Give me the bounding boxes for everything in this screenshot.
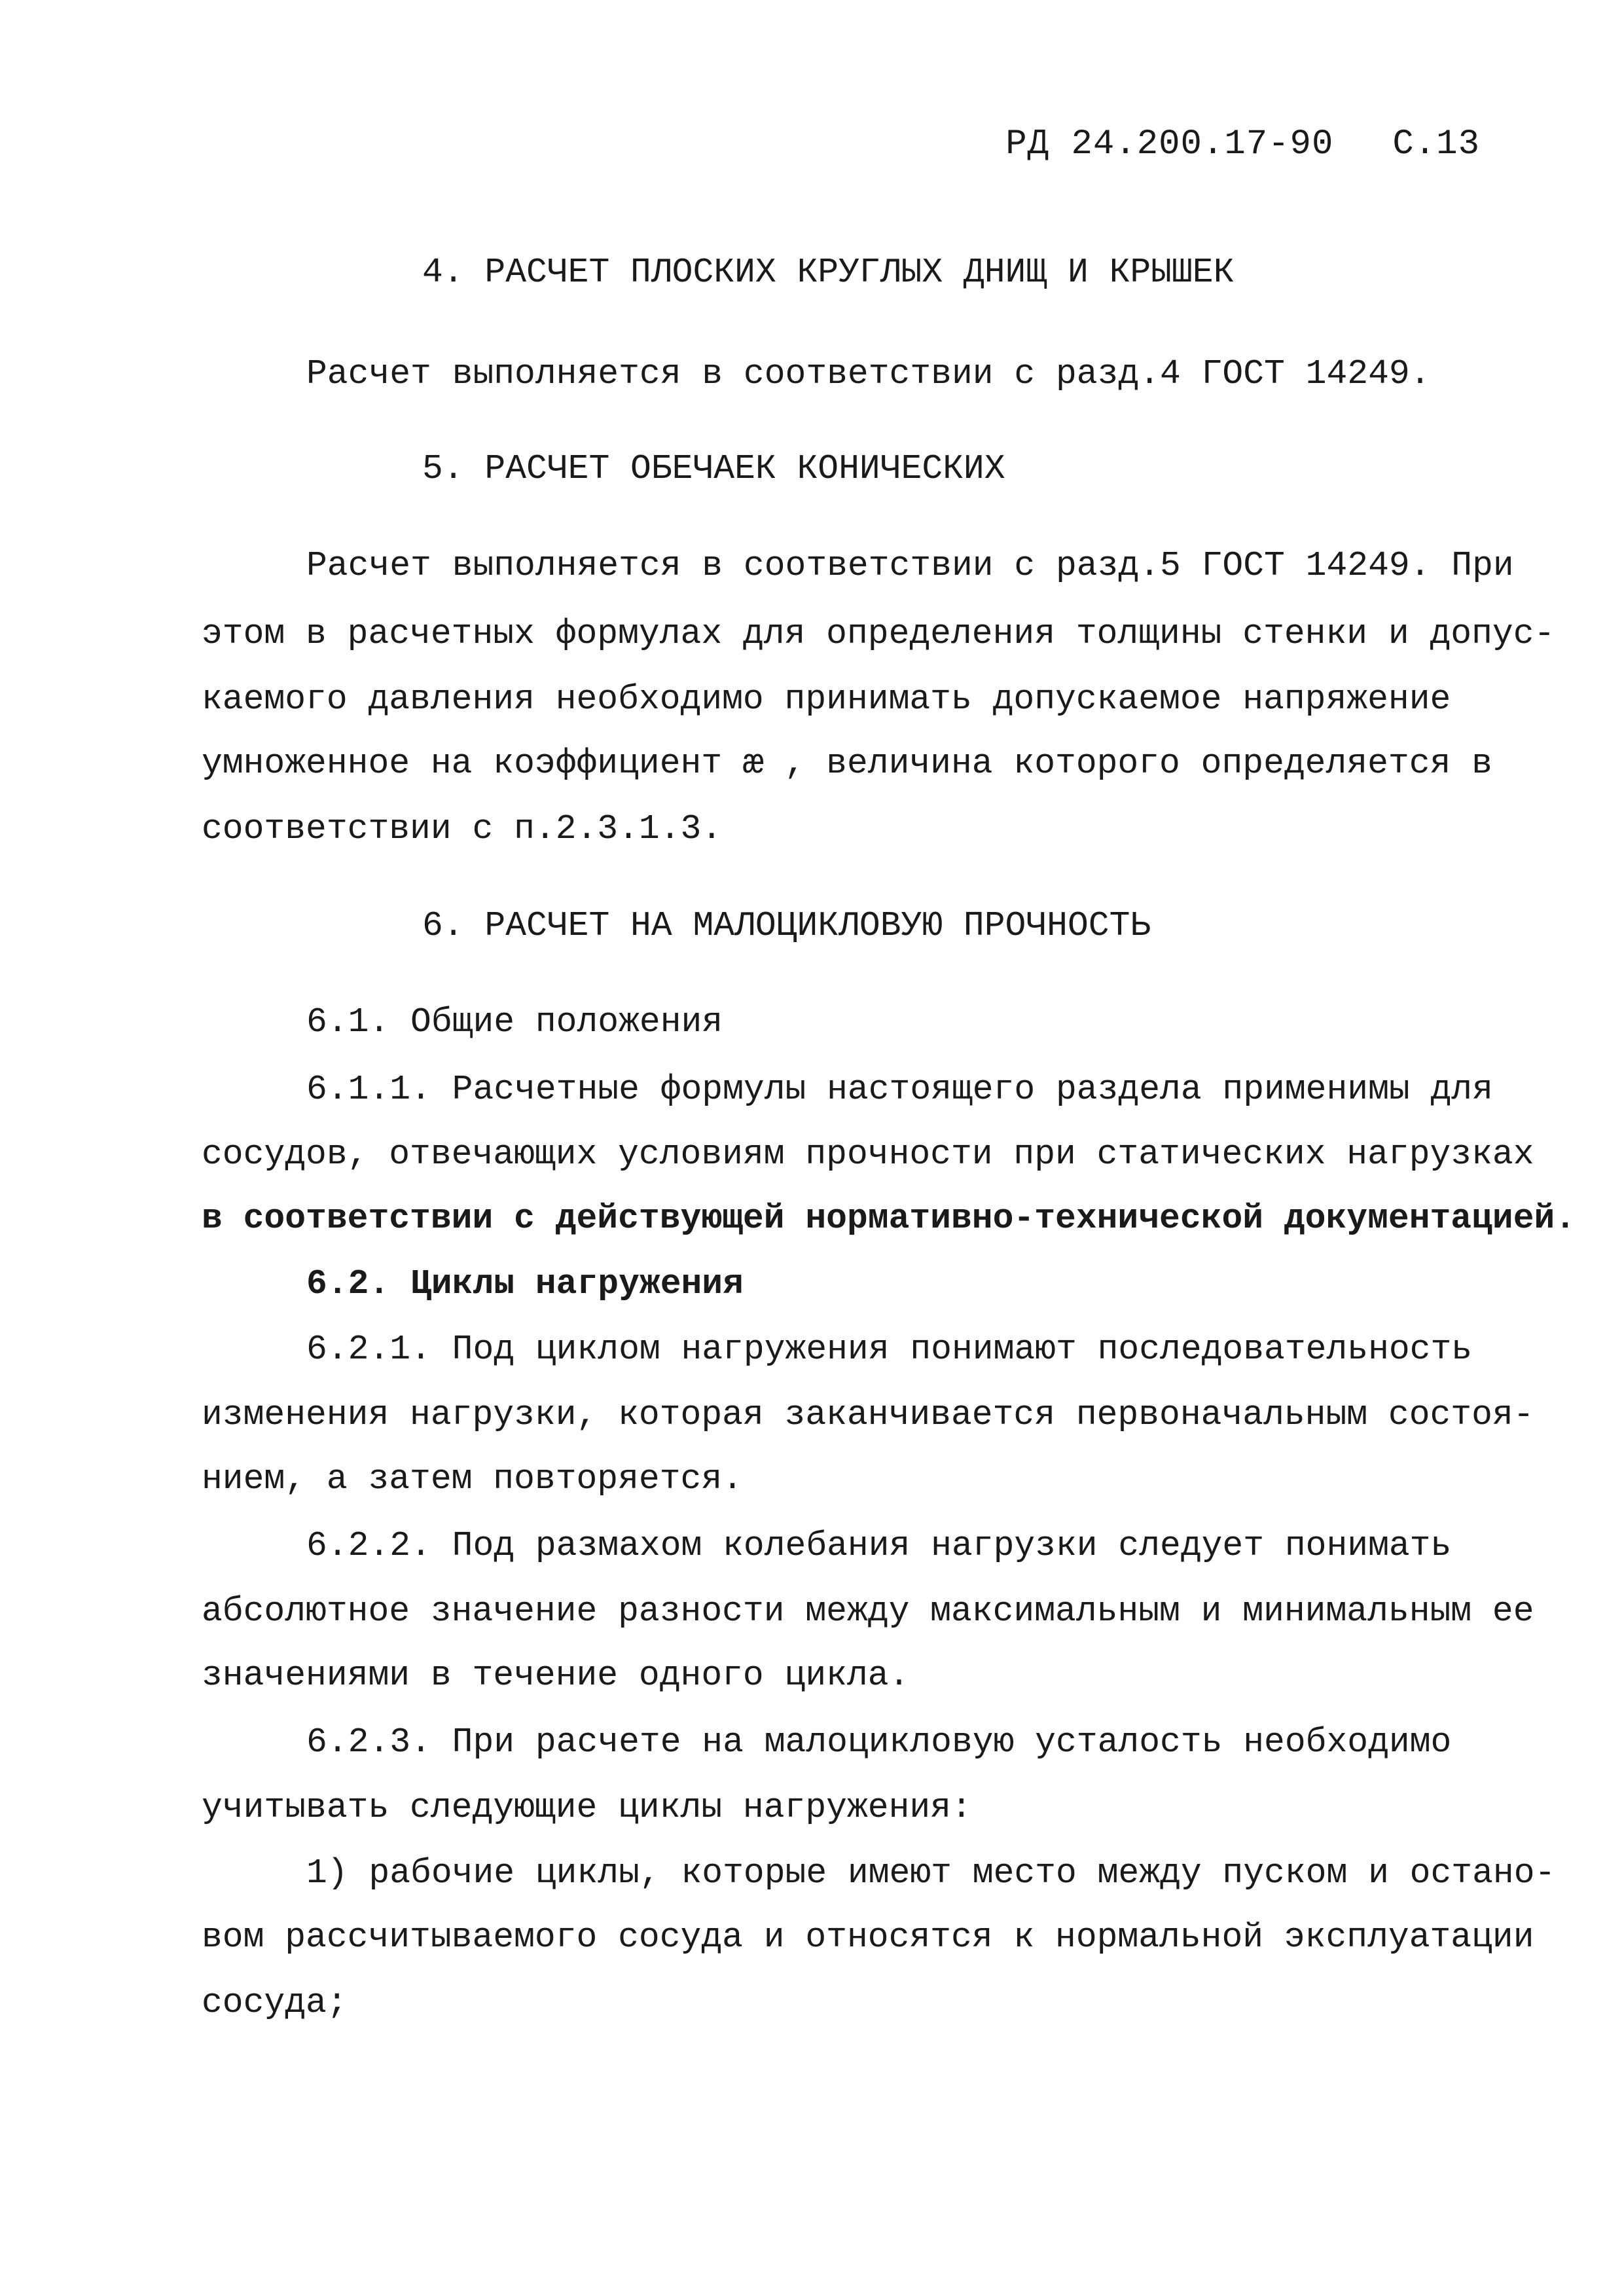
page-header: [1005, 124, 1480, 164]
section-4-heading: 4. РАСЧЕТ ПЛОСКИХ КРУГЛЫХ ДНИЩ И КРЫШЕК: [422, 253, 1235, 292]
page-number: С.13: [1392, 124, 1480, 164]
section-6-line: изменения нагрузки, которая заканчивается первоначальным состоя-: [202, 1395, 1534, 1434]
section-5-line: каемого давления необходимо принимать допускаемое напряжение: [202, 680, 1451, 719]
section-6-line: абсолютное значение разности между максимальным и минимальным ее: [202, 1592, 1534, 1631]
section-6-line: учитывать следующие циклы нагружения:: [202, 1788, 972, 1827]
section-6-line: 6.1. Общие положения: [306, 1002, 723, 1042]
section-6-line: значениями в течение одного цикла.: [202, 1656, 910, 1695]
section-6-line: сосуда;: [202, 1983, 348, 2022]
section-5-line: Расчет выполняется в соответствии с разд.5 ГОСТ 14249. При: [306, 546, 1514, 585]
section-6-line: вом рассчитываемого сосуда и относятся к нормальной эксплуатации: [202, 1918, 1534, 1957]
section-5-line: умноженное на коэффициент æ , величина которого определяется в: [202, 744, 1492, 783]
section-5-line: соответствии с п.2.3.1.3.: [202, 809, 723, 848]
section-6-line: нием, а затем повторяется.: [202, 1459, 743, 1499]
section-6-line: 1) рабочие циклы, которые имеют место между пуском и остано-: [306, 1853, 1556, 1893]
section-6-line: 6.2. Циклы нагружения: [306, 1264, 744, 1303]
section-6-line: в соответствии с действующей нормативно-технической документацией.: [202, 1199, 1576, 1238]
section-6-line: сосудов, отвечающих условиям прочности при статических нагрузках: [202, 1135, 1534, 1174]
section-6-line: 6.1.1. Расчетные формулы настоящего раздела применимы для: [306, 1070, 1493, 1109]
section-6-line: 6.2.1. Под циклом нагружения понимают последовательность: [306, 1330, 1473, 1369]
section-5-line: этом в расчетных формулах для определения толщины стенки и допус-: [202, 614, 1555, 653]
section-4-text: Расчет выполняется в соответствии с разд.4 ГОСТ 14249.: [306, 354, 1431, 393]
section-6-line: 6.2.2. Под размахом колебания нагрузки следует понимать: [306, 1526, 1452, 1565]
section-6-heading: 6. РАСЧЕТ НА МАЛОЦИКЛОВУЮ ПРОЧНОСТЬ: [422, 906, 1151, 945]
document-code: РД 24.200.17-90: [1005, 124, 1334, 164]
section-5-heading: 5. РАСЧЕТ ОБЕЧАЕК КОНИЧЕСКИХ: [422, 449, 1005, 488]
section-6-line: 6.2.3. При расчете на малоцикловую усталость необходимо: [306, 1722, 1452, 1762]
